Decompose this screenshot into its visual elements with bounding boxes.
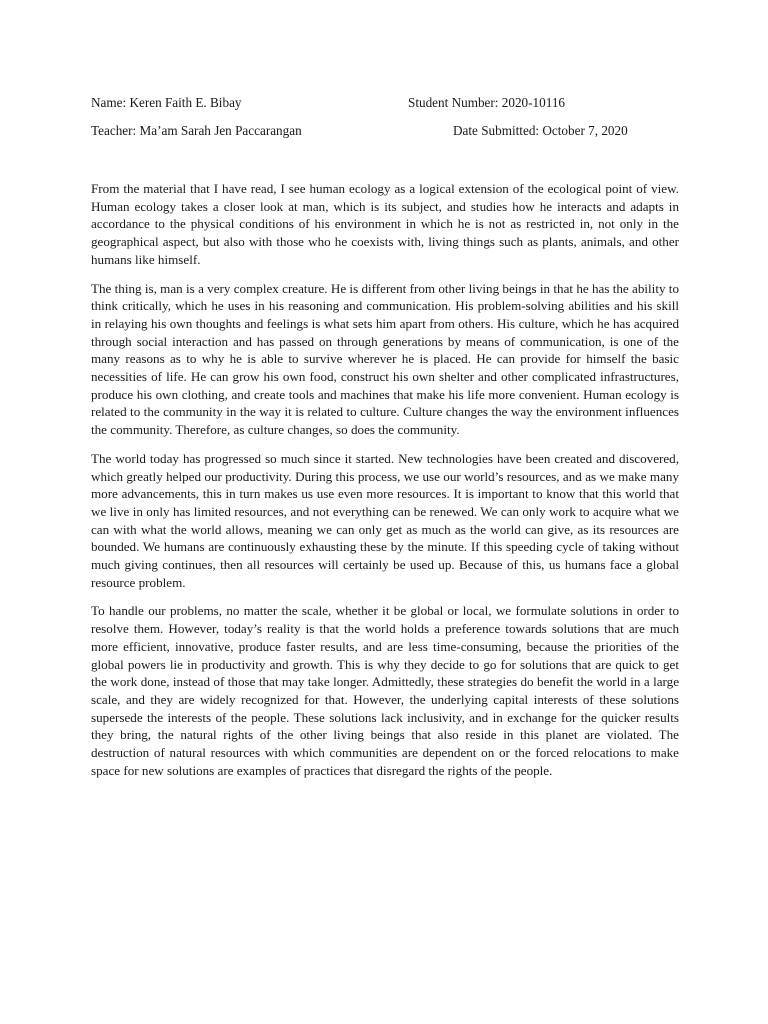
teacher-name: Teacher: Ma’am Sarah Jen Paccarangan (91, 123, 302, 138)
header-row-1 (91, 94, 566, 112)
date-submitted: Date Submitted: October 7, 2020 (453, 123, 628, 138)
paragraph-4: To handle our problems, no matter the scale, whether it be global or local, we formulate solutions in order to resolve them. However, today’s reality is that the world holds a preference towards solutions that are much more efficient, innovative, produce faster results, and are less time-consuming, because the priorities of the global powers lie in productivity and growth. This is why they decide to go for solutions that are quick to get the work done, instead of those that may take longer. Admittedly, these strategies do benefit the world in a large scale, and they are widely recognized for that. However, the underlying capital interests of these solutions supersede the interests of the people. These solutions lack inclusivity, and in exchange for the quicker results they bring, the natural rights of the other living beings that also reside in this planet are violated. The destruction of natural resources with which communities are dependent on or the forced relocations to make space for new solutions are examples of practices that disregard the rights of the people. (91, 603, 679, 778)
paragraph-2: The thing is, man is a very complex creature. He is different from other living beings in that he has the ability to think critically, which he uses in his reasoning and communication. His problem-solving abilities and his skill in relaying his own thoughts and feelings is what sets him apart from others. His culture, which he has acquired through social interaction and has passed on through generations by means of communication, is one of the many reasons as to why he is able to survive wherever he is placed. He can provide for himself the basic necessities of life. He can grow his own food, construct his own shelter and other complicated infrastructures, produce his own clothing, and create tools and machines that make his life more convenient. Human ecology is related to the community in the way it is related to culture. Culture changes the way the environment influences the community. Therefore, as culture changes, so does the community. (91, 280, 679, 438)
paragraph-3: The world today has progressed so much since it started. New technologies have been created and discovered, which greatly helped our productivity. During this process, we use our world’s resources, and as we make many more advancements, this in turn makes us use even more resources. It is important to know that this world that we live in only has limited resources, and not everything can be renewed. We can only work to acquire what we can with what the world allows, meaning we can only get as much as the world can give, as its resources are bounded. We humans are continuously exhausting these by the minute. If this speeding cycle of taking without much giving continues, then all resources will certainly be used up. Because of this, us humans face a global resource problem. (91, 450, 679, 590)
student-name: Name: Keren Faith E. Bibay (91, 95, 242, 110)
essay-body (91, 180, 679, 791)
paragraph-1: From the material that I have read, I see human ecology as a logical extension of the ecological point of view. Human ecology takes a closer look at man, which is its subject, and studies how he interacts and adapts in accordance to the physical conditions of his environment in which he is not as restricted in, not only in the geographical aspect, but also with those who he coexists with, living things such as plants, animals, and other humans like himself. (91, 181, 679, 267)
header-row-2 (91, 122, 628, 140)
student-number: Student Number: 2020-10116 (408, 95, 566, 110)
